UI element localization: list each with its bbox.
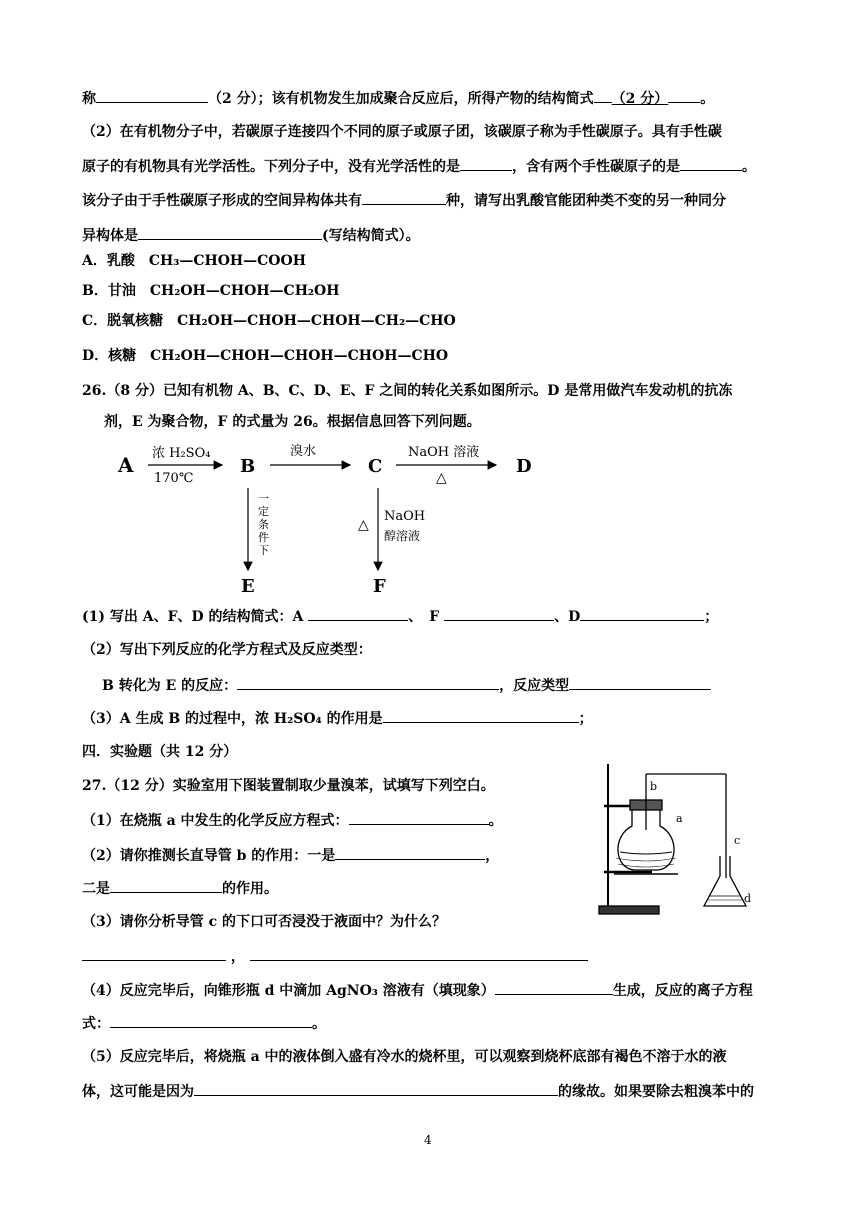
- q27-2-second: 二是 的作用。: [82, 878, 278, 899]
- answer-blank[interactable]: [668, 88, 700, 103]
- svg-text:醇溶液: 醇溶液: [384, 529, 421, 543]
- answer-blank[interactable]: [250, 946, 588, 961]
- svg-text:△: △: [436, 470, 447, 486]
- answer-blank[interactable]: [110, 1013, 312, 1028]
- text: （2 分）: [611, 91, 669, 107]
- stand-base: [599, 906, 659, 914]
- svg-text:a: a: [676, 812, 683, 825]
- flask-d: [704, 856, 746, 906]
- q26-line-2: 剂，E 为聚合物，F 的式量为 26。根据信息回答下列问题。: [104, 414, 481, 430]
- reaction-scheme: [110, 432, 550, 602]
- answer-blank[interactable]: [349, 810, 489, 825]
- q27-3: （3）请你分析导管 c 的下口可否浸没于液面中？为什么？: [82, 914, 447, 930]
- answer-blank[interactable]: [96, 88, 208, 103]
- bromobenzene-apparatus: [594, 760, 774, 918]
- answer-blank[interactable]: [580, 606, 704, 621]
- answer-blank[interactable]: [308, 606, 408, 621]
- answer-blank[interactable]: [194, 1081, 558, 1096]
- text: 称: [82, 91, 96, 107]
- q25-2-line-4: 异构体是 (写结构简式）。: [82, 225, 420, 246]
- svg-text:浓 H₂SO₄: 浓 H₂SO₄: [152, 446, 211, 461]
- option-a: A．乳酸 CH₃—CHOH—COOH: [82, 253, 306, 269]
- text: 。: [700, 91, 715, 107]
- page-number: 4: [424, 1133, 432, 1147]
- text: （2 分）；该有机物发生加成聚合反应后，所得产物的结构简式: [208, 91, 594, 107]
- q27-3-answer: ，: [82, 946, 588, 967]
- compound-d: D: [516, 456, 532, 477]
- svg-text:170℃: 170℃: [154, 471, 194, 486]
- q27-4-eq: 式： 。: [82, 1013, 326, 1034]
- svg-text:NaOH 溶液: NaOH 溶液: [408, 445, 480, 460]
- answer-blank[interactable]: [444, 606, 554, 621]
- answer-blank[interactable]: [383, 708, 579, 723]
- answer-blank[interactable]: [362, 190, 446, 205]
- q27-line: 27.（12 分）实验室用下图装置制取少量溴苯，试填写下列空白。: [82, 778, 495, 794]
- option-b: B．甘油 CH₂OH—CHOH—CH₂OH: [82, 283, 340, 299]
- svg-text:NaOH: NaOH: [384, 509, 426, 524]
- answer-blank[interactable]: [680, 156, 742, 171]
- q26-2: （2）写出下列反应的化学方程式及反应类型：: [82, 642, 372, 658]
- compound-b: B: [240, 456, 256, 477]
- q27-5: （5）反应完毕后，将烧瓶 a 中的液体倒入盛有冷水的烧杯里，可以观察到烧杯底部有褐色不溶于水的液: [82, 1049, 727, 1065]
- svg-text:溴水: 溴水: [290, 444, 317, 459]
- answer-blank[interactable]: [460, 156, 512, 171]
- answer-blank[interactable]: [237, 675, 499, 690]
- compound-c: C: [368, 456, 383, 477]
- q26-1: (1) 写出 A、F、D 的结构简式：A 、 F 、D ；: [82, 606, 718, 627]
- q26-3: （3）A 生成 B 的过程中，浓 H₂SO₄ 的作用是 ；: [82, 708, 593, 729]
- svg-text:c: c: [734, 834, 741, 847]
- compound-a: A: [118, 453, 134, 477]
- compound-e: E: [241, 576, 255, 597]
- q25-2-line-1: （2）在有机物分子中，若碳原子连接四个不同的原子或原子团，该碳原子称为手性碳原子。具有手性碳: [82, 124, 722, 140]
- answer-blank[interactable]: [110, 878, 222, 893]
- svg-text:d: d: [744, 892, 752, 905]
- q25-line-1: [82, 88, 714, 109]
- q26-line-1: 26.（8 分）已知有机物 A、B、C、D、E、F 之间的转化关系如图所示。D 是常用做汽车发动机的抗冻: [82, 383, 733, 399]
- svg-text:△: △: [358, 517, 369, 533]
- option-c: C．脱氧核糖 CH₂OH—CHOH—CHOH—CH₂—CHO: [82, 313, 456, 329]
- answer-blank[interactable]: [569, 675, 711, 690]
- q26-2-b: B 转化为 E 的反应： ，反应类型: [102, 675, 711, 696]
- answer-blank[interactable]: [495, 980, 613, 995]
- q25-2-line-3: 该分子由于手性碳原子形成的空间异构体共有 种，请写出乳酸官能团种类不变的另一种同分: [82, 190, 726, 211]
- compound-f: F: [373, 576, 386, 597]
- answer-blank[interactable]: [138, 225, 322, 240]
- section-4-heading: 四．实验题（共 12 分）: [82, 744, 238, 760]
- q27-4: （4）反应完毕后，向锥形瓶 d 中滴加 AgNO₃ 溶液有（填现象） 生成，反应的离子方程: [82, 980, 753, 1001]
- answer-blank[interactable]: [594, 88, 612, 103]
- q27-5-b: 体，这可能是因为 的缘故。如果要除去粗溴苯中的: [82, 1081, 754, 1102]
- q27-1: （1）在烧瓶 a 中发生的化学反应方程式： 。: [82, 810, 503, 831]
- answer-blank[interactable]: [82, 946, 226, 961]
- svg-text:b: b: [650, 780, 658, 793]
- q25-2-line-2: 原子的有机物具有光学活性。下列分子中，没有光学活性的是 ，含有两个手性碳原子的是 。: [82, 156, 756, 177]
- q27-2: （2）请你推测长直导管 b 的作用：一是 ，: [82, 845, 499, 866]
- cond-b-e: 一定条件下: [258, 492, 269, 557]
- option-d: D．核糖 CH₂OH—CHOH—CHOH—CHOH—CHO: [82, 348, 449, 364]
- answer-blank[interactable]: [335, 845, 485, 860]
